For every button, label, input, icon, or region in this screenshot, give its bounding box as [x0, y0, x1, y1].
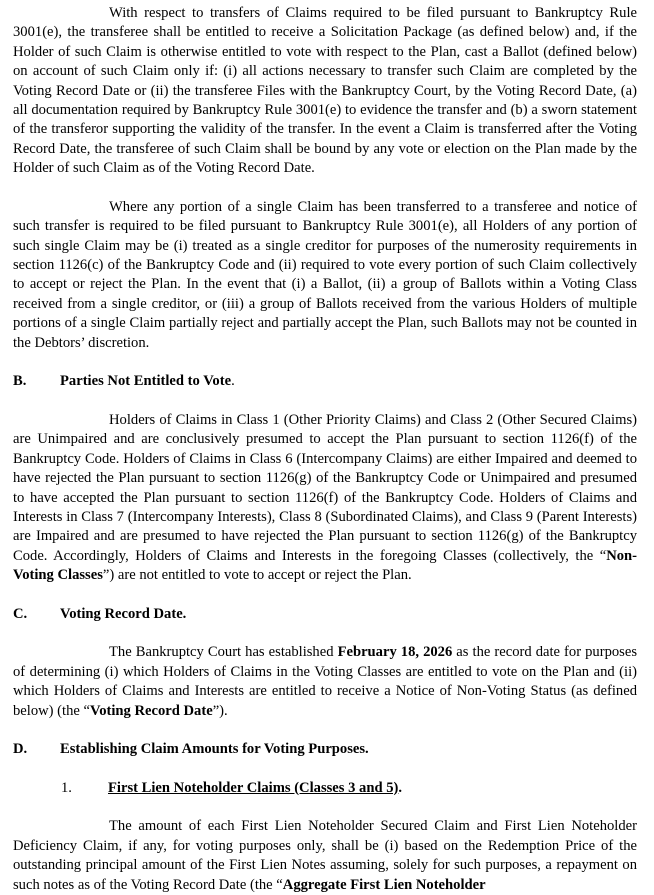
term-aggregate-first-lien: Aggregate First Lien Noteholder	[282, 876, 486, 893]
record-date-value: February 18, 2026	[337, 644, 453, 661]
section-b-text-before: Holders of Claims in Class 1 (Other Priority Claims) and Class 2 (Other Secured Claims) are Unimpaired and are conclusively presumed to accept the Plan pursuant to section 1126(f) of the Bankruptcy Code. Holders of Claims in Class 6 (Intercompany Claims) are either Impaired and deemed to have rejected the Plan pursuant to section 1126(g) of the Bankruptcy Code or Unimpaired and presumed to have accepted the Plan pursuant to section 1126(f) of the Bankruptcy Code. Holders of Claims and Interests in Class 7 (Intercompany Interests), Class 8 (Subordinated Claims), and Class 9 (Parent Interests) are Impaired and are presumed to have rejected the Plan pursuant to section 1126(g) of the Bankruptcy Code. Accordingly, Holders of Claims and Interests in the foregoing Classes (collectively, the “	[13, 411, 637, 564]
section-c-title: Voting Record Date.	[60, 605, 187, 622]
paragraph-parties-not-entitled	[13, 411, 637, 586]
section-c-text-before: The Bankruptcy Court has established	[109, 644, 338, 661]
paragraph-first-lien-claims	[13, 817, 637, 895]
section-d-heading	[13, 740, 637, 759]
subsection-1-title-suffix: .	[398, 779, 403, 796]
section-c-text-after: ”).	[212, 702, 228, 719]
section-b-title-wrap	[60, 372, 235, 391]
paragraph-voting-record-date	[13, 643, 637, 721]
section-d-text-before: The amount of each First Lien Noteholder Secured Claim and First Lien Noteholder Deficiency Claim, if any, for voting purposes only, shall be (i) based on the Redemption Price of the outstanding principal amount of the First Lien Notes assuming, solely for such purposes, a repayment on such notes as of the Voting Record Date (the “	[13, 818, 637, 893]
document-page	[13, 4, 637, 895]
section-d-title: Establishing Claim Amounts for Voting Purposes.	[60, 741, 369, 758]
section-b-heading	[13, 372, 637, 391]
section-c-letter: C.	[13, 605, 28, 622]
section-b-title: Parties Not Entitled to Vote	[60, 373, 232, 390]
subsection-1-title-wrap	[108, 779, 402, 798]
section-b-text-after: ”) are not entitled to vote to accept or reject the Plan.	[102, 567, 412, 584]
section-c-heading	[13, 605, 637, 624]
subsection-1-title: First Lien Noteholder Claims (Classes 3 and 5)	[108, 779, 399, 796]
paragraph-transfers-of-claims: With respect to transfers of Claims required to be filed pursuant to Bankruptcy Rule 3001(e), the transferee shall be entitled to receive a Solicitation Package (as defined below) and, if the Holder of such Claim is otherwise entitled to vote with respect to the Plan, cast a Ballot (defined below) on account of such Claim only if: (i) all actions necessary to transfer such Claim are completed by the Voting Record Date or (ii) the transferee Files with the Bankruptcy Court, by the Voting Record Date, (a) all documentation required by Bankruptcy Rule 3001(e) to evidence the transfer and (b) a sworn statement of the transferor supporting the validity of the transfer. In the event a Claim is transferred after the Voting Record Date, the transferee of such Claim shall be bound by any vote or election on the Plan made by the Holder of such Claim as of the Voting Record Date.	[13, 5, 637, 177]
section-b-title-suffix: .	[231, 373, 235, 390]
section-b-letter: B.	[13, 373, 27, 390]
subsection-1-heading	[13, 779, 637, 798]
subsection-1-number: 1.	[61, 779, 72, 796]
section-c-text-middle: as the record date for purposes of determining (i) which Holders of Claims in the Voting Classes are entitled to vote on the Plan and (ii) which Holders of Claims and Interests are entitled to receive a Notice of Non-Voting Status (as defined below) (the “	[13, 644, 638, 719]
section-d-letter: D.	[13, 741, 28, 758]
term-voting-record-date: Voting Record Date	[90, 702, 213, 719]
term-non-voting-classes: Non-Voting Classes	[13, 547, 637, 584]
paragraph-partial-transfers: Where any portion of a single Claim has been transferred to a transferee and notice of such transfer is required to be filed pursuant to Bankruptcy Rule 3001(e), all Holders of any portion of such single Claim may be (i) treated as a single creditor for purposes of the numerosity requirements in section 1126(c) of the Bankruptcy Code and (ii) required to vote every portion of such Claim collectively to accept or reject the Plan. In the event that (i) a Ballot, (ii) a group of Ballots within a Voting Class received from a single creditor, or (iii) a group of Ballots received from the various Holders of multiple portions of a single Claim partially reject and partially accept the Plan, such Ballots may not be counted in the Debtors’ discretion.	[13, 198, 637, 351]
